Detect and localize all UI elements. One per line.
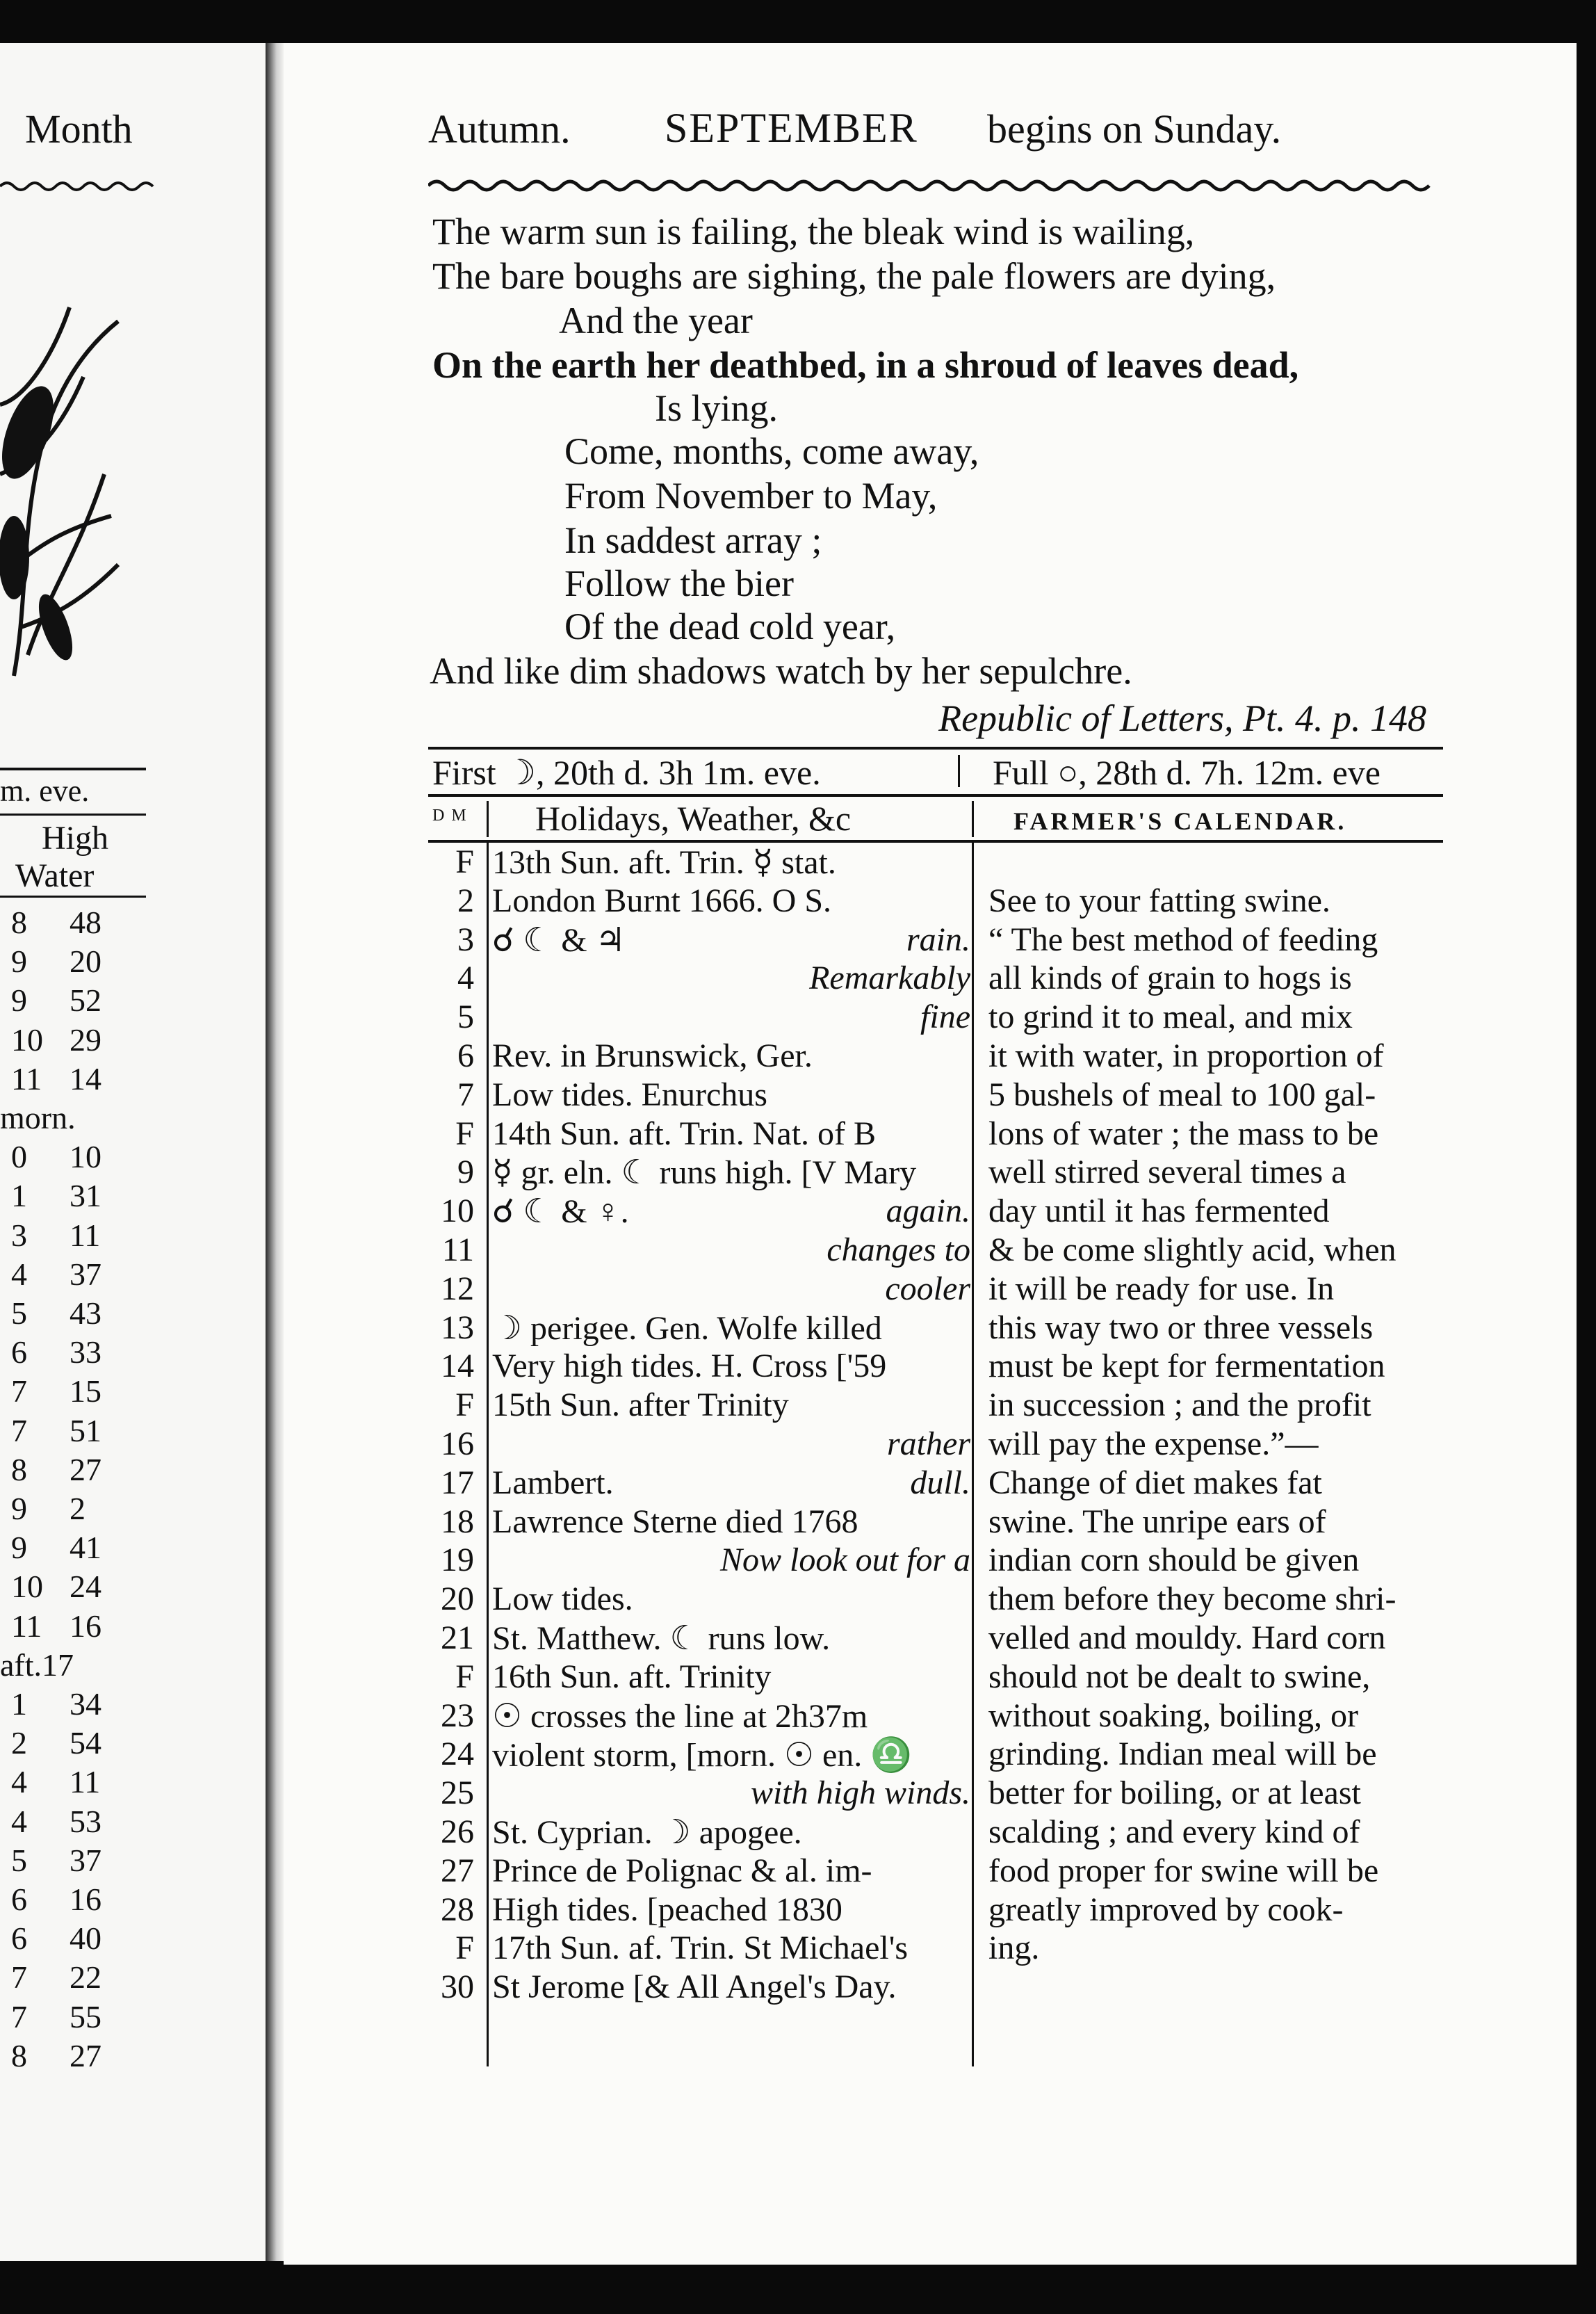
tide-minute: 11 — [70, 1217, 101, 1253]
tide-minute: 24 — [70, 1569, 101, 1605]
first-quarter-moon: First ☽, 20th d. 3h 1m. eve. — [432, 753, 821, 792]
calendar-row — [428, 1735, 1443, 1774]
farmers-calendar-text: swine. The unripe ears of — [988, 1503, 1326, 1540]
tide-minute: 37 — [70, 1256, 101, 1292]
day-of-month: 19 — [441, 1542, 474, 1579]
ornament-divider — [0, 179, 160, 193]
weather-entry: Now look out for a — [719, 1542, 970, 1579]
tide-row — [0, 2037, 160, 2076]
tide-row — [0, 1177, 160, 1216]
begins-label: begins on Sunday. — [987, 106, 1282, 152]
day-of-month: 6 — [457, 1037, 474, 1074]
holiday-entry: 15th Sun. after Trinity — [492, 1386, 789, 1424]
weather-entry: Remarkably — [809, 960, 970, 997]
tide-minute: 27 — [70, 1451, 101, 1487]
tide-minute: 51 — [70, 1412, 101, 1448]
tide-hour: 2 — [11, 1725, 27, 1761]
day-of-month: 7 — [457, 1076, 474, 1113]
poem-line: On the earth her deathbed, in a shroud of leaves dead, — [432, 344, 1299, 386]
farmers-calendar-text: it with water, in proportion of — [988, 1037, 1384, 1074]
tide-minute: 33 — [70, 1334, 101, 1370]
day-of-month: F — [455, 1658, 474, 1695]
tide-row — [0, 943, 160, 982]
day-of-month: 17 — [441, 1464, 474, 1501]
day-of-month: F — [455, 1929, 474, 1967]
day-of-month: 10 — [441, 1192, 474, 1230]
tide-row — [0, 1451, 160, 1490]
divider — [487, 801, 489, 837]
tide-minute: 16 — [70, 1882, 101, 1917]
calendar-row — [428, 1464, 1443, 1503]
tide-row — [0, 1099, 160, 1138]
day-of-month: 2 — [457, 882, 474, 919]
tide-hour: 9 — [11, 944, 27, 980]
weather-entry: again. — [886, 1192, 970, 1230]
tide-minute: 41 — [70, 1530, 101, 1566]
calendar-row — [428, 1386, 1443, 1425]
tide-row — [0, 1021, 160, 1060]
calendar-row — [428, 882, 1443, 921]
high-water-label: High — [42, 820, 108, 857]
divider — [958, 755, 960, 787]
page-gutter — [266, 43, 284, 2261]
day-of-month: F — [455, 1115, 474, 1152]
farmers-calendar-text: them before they become shri- — [988, 1580, 1396, 1618]
tide-hour: 6 — [11, 1882, 27, 1917]
calendar-row — [428, 1309, 1443, 1348]
holiday-entry: 13th Sun. aft. Trin. ☿ stat. — [492, 844, 836, 881]
poem-line: And the year — [559, 300, 753, 341]
tide-row — [0, 1842, 160, 1881]
calendar-row — [428, 1270, 1443, 1309]
day-of-month: 30 — [441, 1968, 474, 2006]
calendar-row — [428, 1891, 1443, 1929]
farmers-calendar-text: in succession ; and the profit — [988, 1386, 1371, 1424]
farmers-calendar-text: velled and mouldy. Hard corn — [988, 1619, 1386, 1656]
tide-row — [0, 1217, 160, 1256]
calendar-row — [428, 843, 1443, 882]
tide-hour: 7 — [11, 1998, 27, 2034]
poem-line: In saddest array ; — [564, 519, 822, 561]
month-heading: Month — [25, 106, 133, 152]
tide-minute: 15 — [70, 1373, 101, 1409]
calendar-row — [428, 921, 1443, 960]
tide-hour: 7 — [11, 1373, 27, 1409]
tide-row — [0, 1138, 160, 1177]
poem-line: And like dim shadows watch by her sepulchre. — [430, 650, 1132, 692]
tide-row — [0, 1060, 160, 1099]
day-of-month: 24 — [441, 1736, 474, 1773]
day-of-month: 20 — [441, 1580, 474, 1618]
farmers-calendar-text: this way two or three vessels — [988, 1309, 1374, 1346]
rule — [0, 814, 146, 816]
tide-minute: 14 — [70, 1060, 101, 1097]
poem-attribution: Republic of Letters, Pt. 4. p. 148 — [938, 697, 1426, 739]
tide-minute: 27 — [70, 2037, 101, 2073]
calendar-row — [428, 1580, 1443, 1619]
tide-minute: 2 — [70, 1491, 86, 1526]
weather-entry: cooler — [885, 1270, 970, 1307]
day-of-month: 12 — [441, 1270, 474, 1307]
tide-hour: 8 — [11, 905, 27, 940]
time-header: m. eve. — [0, 774, 90, 808]
divider — [972, 801, 974, 837]
tide-minute: 20 — [70, 944, 101, 980]
weather-entry: dull. — [910, 1464, 970, 1501]
holiday-entry: Prince de Polignac & al. im- — [492, 1852, 872, 1889]
day-of-month: 28 — [441, 1891, 474, 1928]
tide-hour: 6 — [11, 1920, 27, 1957]
tide-row — [0, 904, 160, 943]
day-of-month: 21 — [441, 1619, 474, 1656]
day-of-month: 25 — [441, 1774, 474, 1812]
tide-hour: 9 — [11, 1530, 27, 1566]
poem-line: Of the dead cold year, — [564, 606, 896, 647]
holiday-entry: ☌ ☾ & ♃ — [492, 921, 626, 959]
holiday-entry: 16th Sun. aft. Trinity — [492, 1658, 772, 1695]
holiday-entry: ☿ gr. eln. ☾ runs high. [V Mary — [492, 1154, 917, 1192]
farmers-calendar-text: greatly improved by cook- — [988, 1891, 1344, 1928]
holiday-entry: 14th Sun. aft. Trin. Nat. of B — [492, 1115, 877, 1152]
tide-minute: 54 — [70, 1725, 101, 1761]
holiday-entry: Lambert. — [492, 1464, 614, 1501]
tide-minute: 31 — [70, 1178, 101, 1214]
farmers-calendar-text: it will be ready for use. In — [988, 1270, 1335, 1307]
farmers-calendar-text: ing. — [988, 1929, 1040, 1967]
calendar-row — [428, 1153, 1443, 1192]
tide-minute: 16 — [70, 1608, 101, 1644]
month-title: SEPTEMBER — [665, 105, 918, 151]
almanac-page — [284, 43, 1577, 2265]
tide-hour: 5 — [11, 1295, 27, 1331]
day-of-month: F — [455, 1386, 474, 1424]
tide-minute: 29 — [70, 1021, 101, 1058]
farmers-calendar-text: food proper for swine will be — [988, 1852, 1379, 1889]
poem-line: From November to May, — [564, 475, 938, 517]
farmers-calendar-text: well stirred several times a — [988, 1154, 1346, 1191]
tide-row — [0, 1490, 160, 1529]
tide-hour: 8 — [11, 2037, 27, 2073]
tide-minute: 52 — [70, 982, 101, 1019]
calendar-row — [428, 1541, 1443, 1580]
rule — [0, 768, 146, 770]
tide-minute: 40 — [70, 1920, 101, 1957]
tide-row — [0, 1568, 160, 1607]
previous-page-fragment — [0, 43, 266, 2261]
rule — [428, 794, 1443, 797]
holiday-entry: Lawrence Sterne died 1768 — [492, 1503, 858, 1540]
day-of-month: 4 — [457, 960, 474, 997]
tide-hour: 4 — [11, 1803, 27, 1839]
day-of-month: 18 — [441, 1503, 474, 1540]
tide-minute: 37 — [70, 1842, 101, 1878]
calendar-row — [428, 1774, 1443, 1813]
tide-hour: 11 — [11, 1060, 42, 1097]
farmers-calendar-text: better for boiling, or at least — [988, 1774, 1361, 1812]
day-of-month: 5 — [457, 998, 474, 1036]
tide-row — [0, 1334, 160, 1373]
day-of-month: F — [455, 843, 474, 880]
holiday-entry: St. Matthew. ☾ runs low. — [492, 1620, 831, 1657]
tide-row — [0, 1646, 160, 1685]
day-of-month: 23 — [441, 1697, 474, 1734]
tide-minute: 11 — [70, 1764, 101, 1800]
tide-hour: 4 — [11, 1256, 27, 1292]
tide-row — [0, 1412, 160, 1451]
tide-row — [0, 1881, 160, 1920]
tide-hour: 10 — [11, 1569, 43, 1605]
calendar-row — [428, 1852, 1443, 1891]
col-header-dm: D M — [432, 807, 468, 825]
tide-row — [0, 1724, 160, 1763]
holiday-entry: violent storm, [morn. ☉ en. ♎ — [492, 1737, 913, 1774]
tide-hour: morn. — [0, 1100, 76, 1135]
tide-hour: 5 — [11, 1842, 27, 1878]
tide-hour: 9 — [11, 1491, 27, 1526]
holiday-entry: Rev. in Brunswick, Ger. — [492, 1037, 813, 1074]
tide-minute: 10 — [70, 1139, 101, 1175]
tide-hour: 4 — [11, 1764, 27, 1800]
high-water-label: Water — [15, 857, 95, 894]
rule — [0, 896, 146, 898]
tide-minute: 48 — [70, 905, 101, 940]
tide-row — [0, 1529, 160, 1568]
calendar-row — [428, 1968, 1443, 2007]
weather-entry: fine — [920, 998, 970, 1036]
calendar-row — [428, 1192, 1443, 1231]
poem-line: Come, months, come away, — [564, 430, 979, 472]
day-of-month: 27 — [441, 1852, 474, 1889]
holiday-entry: 17th Sun. af. Trin. St Michael's — [492, 1929, 909, 1967]
calendar-row — [428, 1658, 1443, 1697]
tide-row — [0, 1608, 160, 1646]
calendar-table — [428, 843, 1443, 2066]
tide-hour: 0 — [11, 1139, 27, 1175]
calendar-row — [428, 1697, 1443, 1736]
farmers-calendar-text: See to your fatting swine. — [988, 882, 1330, 919]
farmers-calendar-text: & be come slightly acid, when — [988, 1231, 1396, 1268]
calendar-row — [428, 1076, 1443, 1115]
holiday-entry: Low tides. — [492, 1580, 633, 1618]
weather-entry: changes to — [826, 1231, 970, 1268]
calendar-row — [428, 1347, 1443, 1386]
calendar-row — [428, 1503, 1443, 1542]
farmers-calendar-text: scalding ; and every kind of — [988, 1813, 1360, 1850]
farmers-calendar-text: lons of water ; the mass to be — [988, 1115, 1379, 1152]
poem-line: Follow the bier — [564, 563, 794, 604]
holiday-entry: St Jerome [& All Angel's Day. — [492, 1968, 897, 2006]
holiday-entry: ☉ crosses the line at 2h37m — [492, 1697, 868, 1735]
farmers-calendar-text: without soaking, boiling, or — [988, 1697, 1358, 1734]
tide-hour: 9 — [11, 982, 27, 1019]
tide-row — [0, 1685, 160, 1724]
tide-hour: 10 — [11, 1021, 43, 1058]
ornament-divider — [428, 177, 1436, 195]
tide-hour: 1 — [11, 1178, 27, 1214]
tide-hour: 11 — [11, 1608, 42, 1644]
tide-row — [0, 1373, 160, 1411]
farmers-calendar-text: should not be dealt to swine, — [988, 1658, 1371, 1695]
tide-minute: 55 — [70, 1998, 101, 2034]
tide-hour: 8 — [11, 1451, 27, 1487]
day-of-month: 14 — [441, 1348, 474, 1385]
holiday-entry: ☌ ☾ & ♀. — [492, 1193, 629, 1231]
farmers-calendar-text: 5 bushels of meal to 100 gal- — [988, 1076, 1376, 1113]
tide-hour: 3 — [11, 1217, 27, 1253]
day-of-month: 13 — [441, 1309, 474, 1346]
day-of-month: 11 — [441, 1231, 474, 1268]
farmers-calendar-text: to grind it to meal, and mix — [988, 998, 1353, 1036]
tide-row — [0, 1920, 160, 1959]
tide-row — [0, 1295, 160, 1334]
holiday-entry: Low tides. Enurchus — [492, 1076, 767, 1113]
rule — [428, 747, 1443, 750]
corn-plant-woodcut — [0, 266, 125, 683]
holiday-entry: London Burnt 1666. O S. — [492, 882, 832, 919]
day-of-month: 9 — [457, 1154, 474, 1191]
tide-minute: 53 — [70, 1803, 101, 1839]
weather-entry: with high winds. — [750, 1774, 970, 1812]
day-of-month: 3 — [457, 921, 474, 958]
calendar-row — [428, 1231, 1443, 1270]
calendar-row — [428, 1813, 1443, 1852]
tide-minute: 22 — [70, 1959, 101, 1996]
tide-row — [0, 1256, 160, 1295]
holiday-entry: Very high tides. H. Cross ['59 — [492, 1348, 887, 1385]
tide-row — [0, 1998, 160, 2037]
farmers-calendar-text: must be kept for fermentation — [988, 1348, 1385, 1385]
tide-hour: 6 — [11, 1334, 27, 1370]
holiday-entry: ☽ perigee. Gen. Wolfe killed — [492, 1309, 882, 1347]
tide-hour: 1 — [11, 1686, 27, 1722]
farmers-calendar-text: day until it has fermented — [988, 1192, 1330, 1230]
farmers-calendar-text: “ The best method of feeding — [988, 921, 1378, 958]
calendar-row — [428, 959, 1443, 998]
calendar-row — [428, 998, 1443, 1037]
tide-minute: 34 — [70, 1686, 101, 1722]
poem-line: Is lying. — [655, 387, 779, 429]
calendar-row — [428, 1619, 1443, 1658]
weather-entry: rather — [887, 1425, 970, 1462]
farmers-calendar-text: grinding. Indian meal will be — [988, 1736, 1377, 1773]
tide-row — [0, 1959, 160, 1998]
weather-entry: rain. — [906, 921, 970, 958]
tide-row — [0, 1763, 160, 1802]
tide-row — [0, 1803, 160, 1842]
tide-hour: 7 — [11, 1959, 27, 1996]
day-of-month: 16 — [441, 1425, 474, 1462]
tide-row — [0, 982, 160, 1021]
calendar-row — [428, 1929, 1443, 1968]
tide-minute: 43 — [70, 1295, 101, 1331]
full-moon: Full ○, 28th d. 7h. 12m. eve — [993, 753, 1381, 792]
farmers-calendar-text: will pay the expense.”— — [988, 1425, 1319, 1462]
holiday-entry: High tides. [peached 1830 — [492, 1891, 842, 1928]
poem-line: The bare boughs are sighing, the pale flowers are dying, — [432, 255, 1276, 297]
calendar-row — [428, 1115, 1443, 1154]
day-of-month: 26 — [441, 1813, 474, 1850]
poem-line: The warm sun is failing, the bleak wind is wailing, — [432, 211, 1195, 252]
tide-hour: 7 — [11, 1412, 27, 1448]
col-header-holidays: Holidays, Weather, &c — [535, 799, 852, 838]
season-label: Autumn. — [428, 106, 571, 152]
holiday-entry: St. Cyprian. ☽ apogee. — [492, 1814, 802, 1851]
farmers-calendar-text: indian corn should be given — [988, 1542, 1360, 1579]
farmers-calendar-text: all kinds of grain to hogs is — [988, 960, 1352, 997]
farmers-calendar-text: Change of diet makes fat — [988, 1464, 1322, 1501]
calendar-row — [428, 1425, 1443, 1464]
col-header-farmers-calendar: FARMER'S CALENDAR. — [1013, 807, 1347, 835]
tide-hour: aft.17 — [0, 1646, 74, 1683]
calendar-row — [428, 1037, 1443, 1076]
